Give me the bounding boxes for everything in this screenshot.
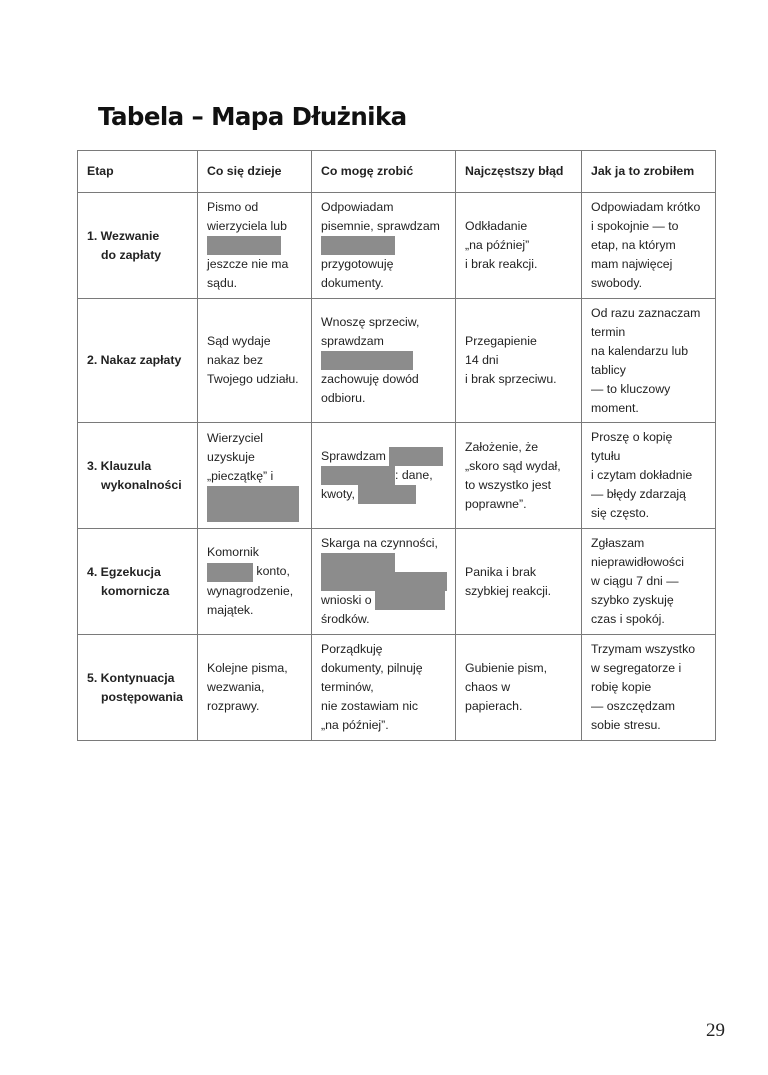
stage-cell bbox=[78, 299, 198, 423]
text-line: chaos w bbox=[465, 680, 511, 694]
mine-cell bbox=[582, 299, 716, 423]
header-stage: Etap bbox=[78, 151, 198, 193]
stage-line: postępowania bbox=[101, 689, 183, 704]
redaction-box bbox=[321, 553, 395, 572]
text-fragment: kwoty, bbox=[321, 487, 355, 502]
text-line: swobody. bbox=[591, 276, 643, 290]
text-line: dokumenty. bbox=[321, 276, 384, 291]
text-line: zachowuję dowód bbox=[321, 372, 419, 387]
mistake-cell bbox=[456, 193, 582, 299]
text-line: Wnoszę sprzeciw, bbox=[321, 314, 420, 329]
text-line: się często. bbox=[591, 506, 650, 520]
text-line: Od razu zaznaczam bbox=[591, 305, 701, 320]
text-fragment: wnioski o bbox=[321, 593, 372, 608]
text-line: Skarga na czynności, bbox=[321, 535, 438, 550]
stage-line: komornicza bbox=[101, 583, 170, 598]
stage-line: 2. Nakaz zapłaty bbox=[87, 353, 182, 367]
table-row bbox=[78, 635, 716, 741]
text-line: Twojego udziału. bbox=[207, 372, 299, 386]
text-line: wezwania, bbox=[207, 680, 265, 694]
text-line: nieprawidłowości bbox=[591, 555, 684, 569]
text-line: tytułu bbox=[591, 449, 621, 463]
table-row bbox=[78, 193, 716, 299]
happens-cell bbox=[198, 423, 312, 529]
action-cell bbox=[312, 193, 456, 299]
text-line: Zgłaszam bbox=[591, 536, 645, 550]
text-line: robię kopie bbox=[591, 680, 652, 694]
header-mistake: Najczęstszy błąd bbox=[456, 151, 582, 193]
happens-cell bbox=[198, 635, 312, 741]
text-line: poprawne”. bbox=[465, 496, 527, 511]
mistake-cell bbox=[456, 635, 582, 741]
action-cell bbox=[312, 529, 456, 635]
text-line: „na później”. bbox=[321, 718, 389, 732]
text-line: i brak reakcji. bbox=[465, 257, 538, 271]
text-line: moment. bbox=[591, 400, 639, 415]
text-line: Wierzyciel bbox=[207, 431, 264, 445]
redaction-box bbox=[321, 572, 447, 591]
header-happens: Co się dzieje bbox=[198, 151, 312, 193]
action-cell bbox=[312, 635, 456, 741]
text-line: rozprawy. bbox=[207, 699, 260, 713]
mistake-cell bbox=[456, 299, 582, 423]
text-line: „skoro sąd wydał, bbox=[465, 458, 561, 473]
text-line: Odpowiadam krótko bbox=[591, 200, 701, 214]
stage-line: 3. Klauzula bbox=[87, 458, 152, 473]
table-row bbox=[78, 423, 716, 529]
text-line: termin bbox=[591, 324, 626, 339]
text-line: wierzyciela lub bbox=[207, 218, 287, 233]
stage-line: wykonalności bbox=[101, 477, 182, 492]
text-line: odbioru. bbox=[321, 391, 366, 406]
mine-cell bbox=[582, 423, 716, 529]
text-line: na kalendarzu lub bbox=[591, 343, 689, 358]
stage-cell bbox=[78, 635, 198, 741]
header-row bbox=[78, 151, 716, 193]
debtor-map-table bbox=[77, 150, 716, 741]
page-number: 29 bbox=[706, 1020, 725, 1041]
text-line: Założenie, że bbox=[465, 439, 539, 454]
text-line: — błędy zdarzają bbox=[591, 487, 687, 501]
mine-cell bbox=[582, 635, 716, 741]
text-line: terminów, bbox=[321, 680, 374, 694]
stage-cell bbox=[78, 529, 198, 635]
text-line: to wszystko jest bbox=[465, 477, 552, 492]
redaction-box bbox=[207, 563, 253, 582]
mistake-cell bbox=[456, 529, 582, 635]
text-line: sobie stresu. bbox=[591, 718, 661, 732]
text-line: szybko zyskuję bbox=[591, 593, 674, 607]
action-cell bbox=[312, 423, 456, 529]
text-line: jeszcze nie ma bbox=[207, 257, 289, 272]
text-line: Odkładanie bbox=[465, 219, 528, 233]
stage-cell bbox=[78, 193, 198, 299]
text-line: sprawdzam bbox=[321, 333, 384, 348]
redaction-box bbox=[321, 351, 413, 370]
text-line: tablicy bbox=[591, 362, 626, 377]
redaction-box bbox=[207, 486, 299, 522]
text-line: Kolejne pisma, bbox=[207, 661, 288, 675]
text-line: wynagrodzenie, bbox=[207, 583, 294, 598]
text-line: uzyskuje bbox=[207, 450, 255, 464]
text-line: dokumenty, pilnuję bbox=[321, 661, 423, 675]
happens-cell bbox=[198, 299, 312, 423]
text-line: — to kluczowy bbox=[591, 381, 671, 396]
text-line: „pieczątkę” i bbox=[207, 469, 274, 483]
text-line: Pismo od bbox=[207, 199, 259, 214]
redaction-box bbox=[375, 591, 445, 610]
text-line: nie zostawiam nic bbox=[321, 699, 419, 713]
stage-line: do zapłaty bbox=[101, 247, 162, 262]
text-line: i spokojnie — to bbox=[591, 219, 679, 233]
stage-line: 5. Kontynuacja bbox=[87, 670, 175, 685]
text-line: mam najwięcej bbox=[591, 257, 673, 271]
text-line: papierach. bbox=[465, 699, 523, 713]
text-line: w segregatorze i bbox=[591, 661, 682, 675]
text-line: Proszę o kopię bbox=[591, 430, 673, 444]
redaction-box bbox=[358, 485, 416, 504]
text-line: Gubienie pism, bbox=[465, 661, 548, 675]
text-line: Sąd wydaje bbox=[207, 334, 271, 348]
text-line: i brak sprzeciwu. bbox=[465, 372, 557, 386]
text-line: — oszczędzam bbox=[591, 699, 676, 713]
text-line: pisemnie, sprawdzam bbox=[321, 218, 440, 233]
mistake-cell bbox=[456, 423, 582, 529]
header-action: Co mogę zrobić bbox=[312, 151, 456, 193]
happens-cell bbox=[198, 529, 312, 635]
header-mine: Jak ja to zrobiłem bbox=[582, 151, 716, 193]
text-line: 14 dni bbox=[465, 353, 499, 367]
happens-cell bbox=[198, 193, 312, 299]
text-line: środków. bbox=[321, 612, 370, 627]
text-line: etap, na którym bbox=[591, 238, 676, 252]
text-line: „na później” bbox=[465, 238, 530, 252]
table-row bbox=[78, 299, 716, 423]
text-line: i czytam dokładnie bbox=[591, 468, 693, 482]
text-fragment: Sprawdzam bbox=[321, 448, 386, 463]
text-line: szybkiej reakcji. bbox=[465, 583, 552, 598]
table-row bbox=[78, 529, 716, 635]
text-line: Porządkuję bbox=[321, 642, 383, 656]
redaction-box bbox=[207, 236, 281, 255]
text-line: Przegapienie bbox=[465, 334, 537, 348]
text-fragment: konto, bbox=[256, 564, 290, 579]
text-line: przygotowuję bbox=[321, 257, 394, 272]
text-line: Trzymam wszystko bbox=[591, 642, 696, 656]
redaction-box bbox=[321, 236, 395, 255]
text-line: majątek. bbox=[207, 602, 254, 617]
text-line: sądu. bbox=[207, 276, 238, 291]
redaction-box bbox=[321, 466, 395, 485]
action-cell bbox=[312, 299, 456, 423]
text-line: w ciągu 7 dni — bbox=[591, 574, 679, 588]
text-line: nakaz bez bbox=[207, 353, 264, 367]
stage-line: 1. Wezwanie bbox=[87, 228, 160, 243]
stage-cell bbox=[78, 423, 198, 529]
stage-line: 4. Egzekucja bbox=[87, 564, 161, 579]
mine-cell bbox=[582, 193, 716, 299]
text-line: czas i spokój. bbox=[591, 612, 665, 626]
mine-cell bbox=[582, 529, 716, 635]
text-line: Odpowiadam bbox=[321, 199, 394, 214]
text-line: Panika i brak bbox=[465, 564, 537, 579]
text-fragment: : dane, bbox=[395, 467, 433, 482]
page-title: Tabela – Mapa Dłużnika bbox=[98, 102, 407, 131]
redaction-box bbox=[389, 447, 443, 466]
text-line: Komornik bbox=[207, 545, 259, 560]
